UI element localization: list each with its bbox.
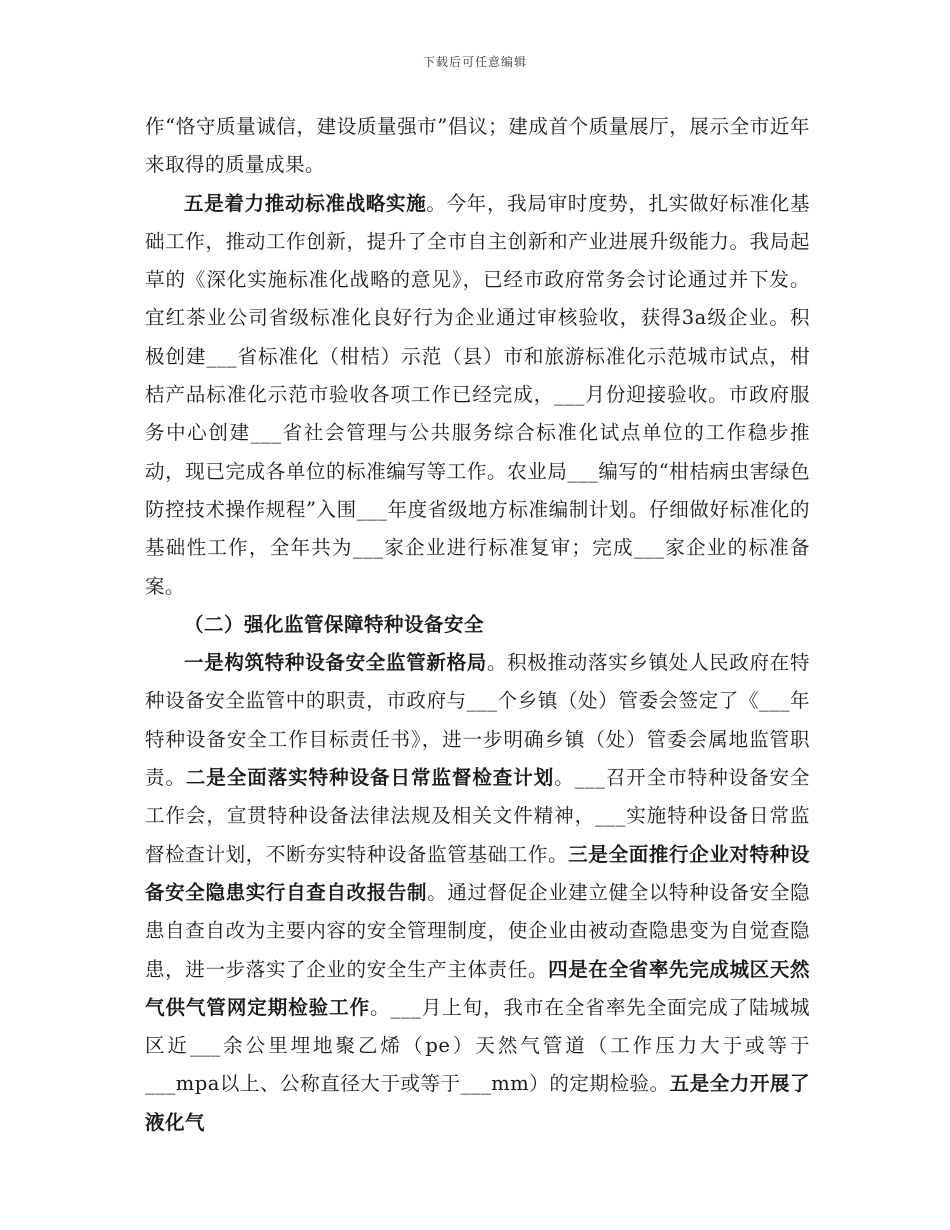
paragraph-lead-bold: 三是全面推行企业对特种设备安全隐患实行自查自改报告制 — [145, 842, 810, 904]
paragraph-lead-bold: 五是全力开展了液化气 — [145, 1072, 810, 1134]
paragraph-quality-initiative: 作“恪守质量诚信，建设质量强市”倡议；建成首个质量展厅，展示全市近年来取得的质量成果。 — [145, 115, 810, 177]
paragraph-text: 。今年，我局审时度势，扎实做好标准化基础工作，推动工作创新，提升了全市自主创新和产业进展升级能力。我局起草的《深化实施标准化战略的意见》，已经市政府常务会讨论通过并下发。宜红茶业公司省级标准化良好行为企业通过审核验收，获得3a级企业。积极创建___省标准化（柑桔）示范（县）市和旅游标准化示范城市试点，柑桔产品标准化示范市验收各项工作已经完成，___月份迎接验收。市政府服务中心创建___省社会管理与公共服务综合标准化试点单位的工作稳步推动，现已完成各单位的标准编写等工作。农业局___编写的“柑桔病虫害绿色防控技术操作规程”入围___年度省级地方标准编制计划。仔细做好标准化的基础性工作，全年共为___家企业进行标准复审；完成___家企业的标准备案。 — [145, 191, 810, 598]
paragraph-text: 。通过督促企业建立健全以特种设备安全隐患自查自改为主要内容的安全管理制度，使企业由被动查隐患变为自觉查隐患，进一步落实了企业的安全生产主体责任。 — [145, 880, 810, 981]
page-header: 下载后可任意编辑 — [422, 55, 527, 69]
paragraph-text: 。积极推动落实乡镇处人民政府在特种设备安全监管中的职责，市政府与___个乡镇（处）管委会签定了《___年特种设备安全工作目标责任书》，进一步明确乡镇（处）管委会属地监管职责。 — [145, 651, 810, 790]
paragraph-lead-bold: 二是全面落实特种设备日常监督检查计划 — [185, 766, 555, 790]
paragraph-lead-bold: 四是在全省率先完成城区天然气供气管网定期检验工作 — [145, 957, 810, 1019]
paragraph-lead-bold: 一是构筑特种设备安全监管新格局 — [184, 651, 487, 675]
paragraph-text: 。___月上旬，我市在全省率先全面完成了陆城城区近___余公里埋地聚乙烯（pe）天然气管道（工作压力大于或等于___mpa以上、公称直径大于或等于___mm）的定期检验。 — [145, 995, 810, 1096]
document-body — [145, 108, 810, 1142]
section-heading: （二）强化监管保障特种设备安全 — [184, 612, 485, 636]
paragraph-lead-bold: 五是着力推动标准战略实施 — [184, 191, 427, 215]
paragraph-text: 。___召开全市特种设备安全工作会，宣贯特种设备法律法规及相关文件精神，___实施特种设备日常监督检查计划，不断夯实特种设备监管基础工作。 — [145, 766, 810, 866]
paragraph-special-equipment — [145, 644, 810, 1142]
paragraph-standard-strategy — [145, 185, 810, 606]
